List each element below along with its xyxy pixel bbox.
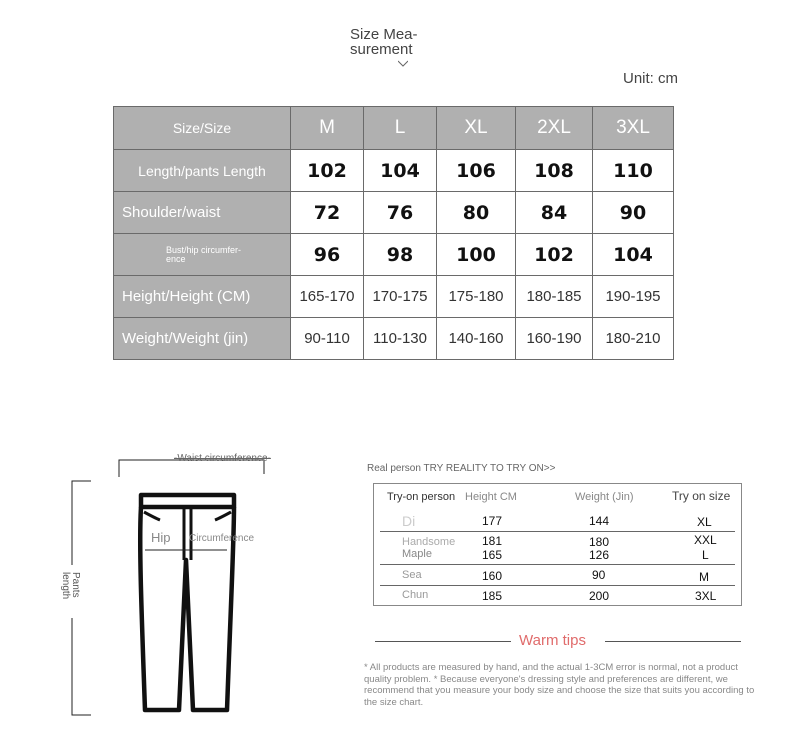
column-header: Size/Size (114, 107, 291, 150)
table-cell: 165-170 (291, 276, 364, 318)
try-on-name: Di (402, 513, 416, 529)
table-cell: 160-190 (516, 318, 593, 360)
table-cell: 84 (516, 192, 593, 234)
table-cell: 180-185 (516, 276, 593, 318)
table-cell: 72 (291, 192, 364, 234)
column-header: 3XL (593, 107, 674, 150)
try-on-weight: 90 (592, 568, 606, 582)
try-on-table (373, 483, 742, 606)
title-line-1: Size Mea- (350, 26, 418, 43)
row-label-line-2: ence (166, 253, 186, 264)
table-cell: 180-210 (593, 318, 674, 360)
table-cell: 102 (516, 234, 593, 276)
try-on-size: L (702, 548, 709, 562)
table-cell: 104 (593, 234, 674, 276)
try-on-height: 181 (482, 534, 503, 548)
title-line-2: surement (350, 41, 413, 58)
try-on-name: Chun (402, 589, 429, 601)
row-label: Length/pants Length (114, 150, 291, 192)
table-cell: 96 (291, 234, 364, 276)
table-cell: 110 (593, 150, 674, 192)
try-on-header: Weight (Jin) (575, 491, 634, 503)
table-cell: 100 (437, 234, 516, 276)
try-on-title: Real person TRY REALITY TO TRY ON>> (367, 463, 556, 474)
table-cell: 170-175 (364, 276, 437, 318)
waist-circumference-label: -Waist circumference- (174, 453, 271, 464)
try-on-size: XL (697, 515, 712, 529)
warm-tips-text: * All products are measured by hand, and the actual 1-3CM error is normal, not a product quality problem. * Because everyone's dressing style and preferences are different, we recommend that you measure your body size and choose the size that suits you according to the size chart. (364, 662, 755, 708)
row-label-line-1: Bust/hip circumfer- (166, 244, 242, 255)
table-cell: 110-130 (364, 318, 437, 360)
try-on-height: 185 (482, 589, 503, 603)
try-on-size: M (699, 570, 709, 584)
table-cell: 76 (364, 192, 437, 234)
table-cell: 90-110 (291, 318, 364, 360)
row-divider (380, 531, 735, 532)
row-label: Weight/Weight (jin) (114, 318, 291, 360)
try-on-height: 160 (482, 569, 503, 583)
try-on-size: XXL (694, 533, 717, 547)
warm-tips-title: Warm tips (519, 632, 586, 649)
table-cell: 104 (364, 150, 437, 192)
column-header: 2XL (516, 107, 593, 150)
row-label: Height/Height (CM) (114, 276, 291, 318)
tips-divider-right (605, 641, 741, 642)
try-on-header: Height CM (465, 491, 517, 503)
row-divider (380, 564, 735, 565)
table-cell: 140-160 (437, 318, 516, 360)
table-cell: 175-180 (437, 276, 516, 318)
column-header: XL (437, 107, 516, 150)
try-on-name: Handsome (402, 536, 456, 548)
pants-length-line-2: length (60, 572, 71, 600)
hip-label: Hip (151, 530, 171, 545)
table-cell: 106 (437, 150, 516, 192)
table-cell: 102 (291, 150, 364, 192)
try-on-weight: 200 (589, 589, 610, 603)
try-on-weight: 180 (589, 535, 610, 549)
pants-length-line-1: Pants (70, 572, 81, 598)
column-header: L (364, 107, 437, 150)
try-on-weight: 126 (589, 548, 610, 562)
table-cell: 90 (593, 192, 674, 234)
column-header: M (291, 107, 364, 150)
try-on-size: 3XL (695, 589, 717, 603)
try-on-height: 177 (482, 514, 503, 528)
circumference-label: Circumference (189, 533, 255, 544)
length-bracket-top (72, 481, 91, 565)
chevron-down-icon (398, 58, 408, 68)
tips-divider-left (375, 641, 511, 642)
try-on-name: Sea (402, 569, 422, 581)
unit-label: Unit: cm (623, 70, 679, 87)
length-bracket-bottom (72, 618, 91, 715)
try-on-weight: 144 (589, 514, 610, 528)
row-divider (380, 585, 735, 586)
table-cell: 190-195 (593, 276, 674, 318)
try-on-height: 165 (482, 548, 503, 562)
table-cell: 108 (516, 150, 593, 192)
try-on-header: Try-on person (387, 491, 456, 503)
pants-length-label (60, 572, 80, 612)
table-cell: 98 (364, 234, 437, 276)
table-cell: 80 (437, 192, 516, 234)
pants-icon (140, 495, 234, 710)
page-title (350, 27, 440, 57)
try-on-header: Try on size (672, 489, 731, 503)
pants-diagram (0, 0, 320, 741)
try-on-name: Maple (402, 548, 432, 560)
row-label: Shoulder/waist (114, 192, 291, 234)
